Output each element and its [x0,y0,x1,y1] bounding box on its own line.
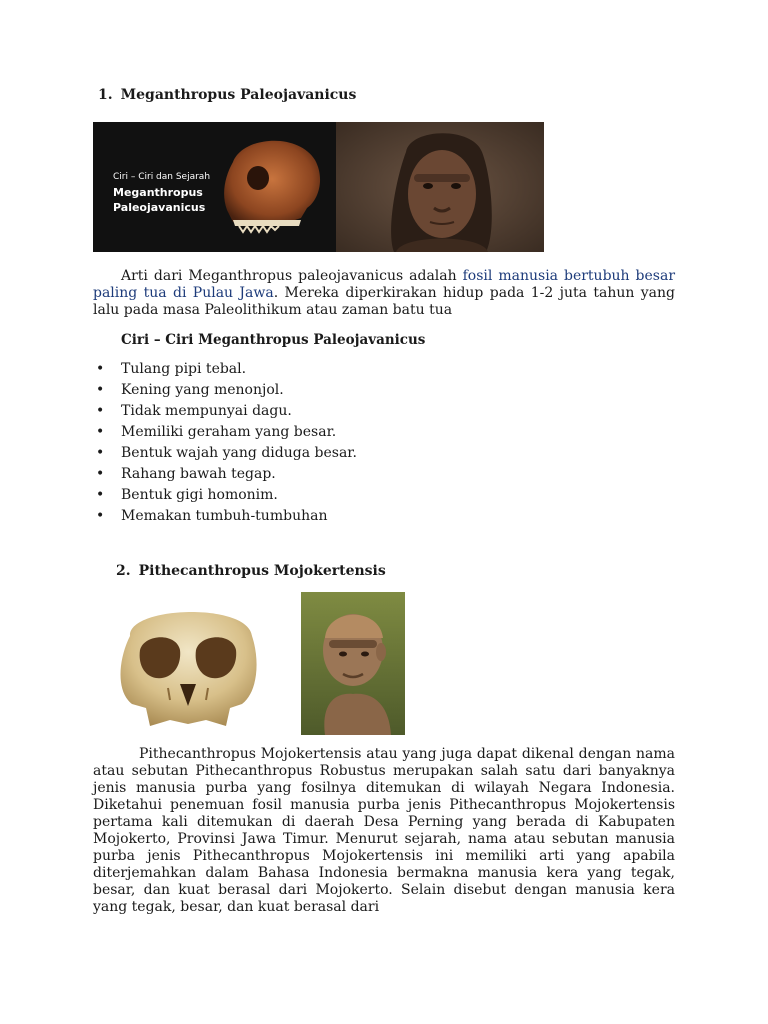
description-rest: . Mereka diperkirakan hidup pada 1-2 juta tahun yang lalu pada masa Paleolithikum atau zaman batu tua [93,285,675,318]
list-item [93,485,357,506]
mojokertensis-reconstruction-image [301,592,405,735]
list-item-text: Tulang pipi tebal. [121,361,247,377]
section-1-number: 1. [98,87,113,103]
section-1-heading [98,87,356,103]
bullet-icon: • [96,445,105,461]
bullet-icon: • [96,508,105,524]
mojokertensis-description: Pithecanthropus Mojokertensis atau yang juga dapat dikenal dengan nama atau sebutan Pithecanthropus Robustus merupakan salah satu dari banyaknya jenis manusia purba yang fosilnya ditemukan di wilayah Negara Indonesia. Diketahui penemuan fosil manusia purba jenis Pithecanthropus Mojokertensis pertama kali ditemukan di daerah Desa Perning yang berada di Kabupaten Mojokerto, Provinsi Jawa Timur. Menurut sejarah, nama atau sebutan manusia purba jenis Pithecanthropus Mojokertensis ini memiliki arti yang apabila diterjemahkan dalam Bahasa Indonesia bermakna manusia kera yang tegak, besar, dan kuat berasal dari Mojokerto. Selain disebut dengan manusia kera yang tegak, besar, dan kuat berasal dari [93,746,675,915]
list-item [93,401,357,422]
description-intro: Arti dari Meganthropus paleojavanicus adalah [121,268,463,284]
list-item-text: Memiliki geraham yang besar. [121,424,337,440]
list-item-text: Tidak mempunyai dagu. [121,403,292,419]
list-item-text: Rahang bawah tegap. [121,466,276,482]
list-item-text: Kening yang menonjol. [121,382,284,398]
section-2-heading [116,563,386,579]
bullet-icon: • [96,382,105,398]
list-item [93,506,357,527]
list-item-text: Bentuk gigi homonim. [121,487,278,503]
characteristics-subheading: Ciri – Ciri Meganthropus Paleojavanicus [121,332,426,348]
characteristics-list [93,359,357,527]
list-item [93,443,357,464]
reconstruction-panel [336,122,544,252]
banner-caption-line2: Paleojavanicus [113,201,206,214]
banner-caption-small: Ciri – Ciri dan Sejarah [113,172,211,182]
list-item [93,380,357,401]
banner-caption [113,172,210,215]
section-1-title: Meganthropus Paleojavanicus [120,87,357,103]
banner-caption-line1: Meganthropus [113,186,203,199]
bullet-icon: • [96,466,105,482]
mojokertensis-skull-image [110,596,266,728]
section-2-title: Pithecanthropus Mojokertensis [138,563,386,579]
mojokertensis-reconstruction-illustration [301,592,405,735]
list-item-text: Bentuk wajah yang diduga besar. [121,445,357,461]
section-2-number: 2. [116,563,131,579]
description-link[interactable]: fosil manusia bertubuh besar paling tua di Pulau Jawa [93,268,676,301]
list-item-text: Memakan tumbuh-tumbuhan [121,508,328,524]
meganthropus-banner-image [93,122,544,252]
list-item [93,359,357,380]
list-item [93,464,357,485]
meganthropus-reconstruction-illustration [336,122,544,252]
meganthropus-description [93,268,675,319]
bullet-icon: • [96,361,105,377]
bullet-icon: • [96,487,105,503]
bullet-icon: • [96,403,105,419]
bullet-icon: • [96,424,105,440]
list-item [93,422,357,443]
skull-panel [93,122,336,252]
mojokertensis-skull-illustration [110,596,266,728]
